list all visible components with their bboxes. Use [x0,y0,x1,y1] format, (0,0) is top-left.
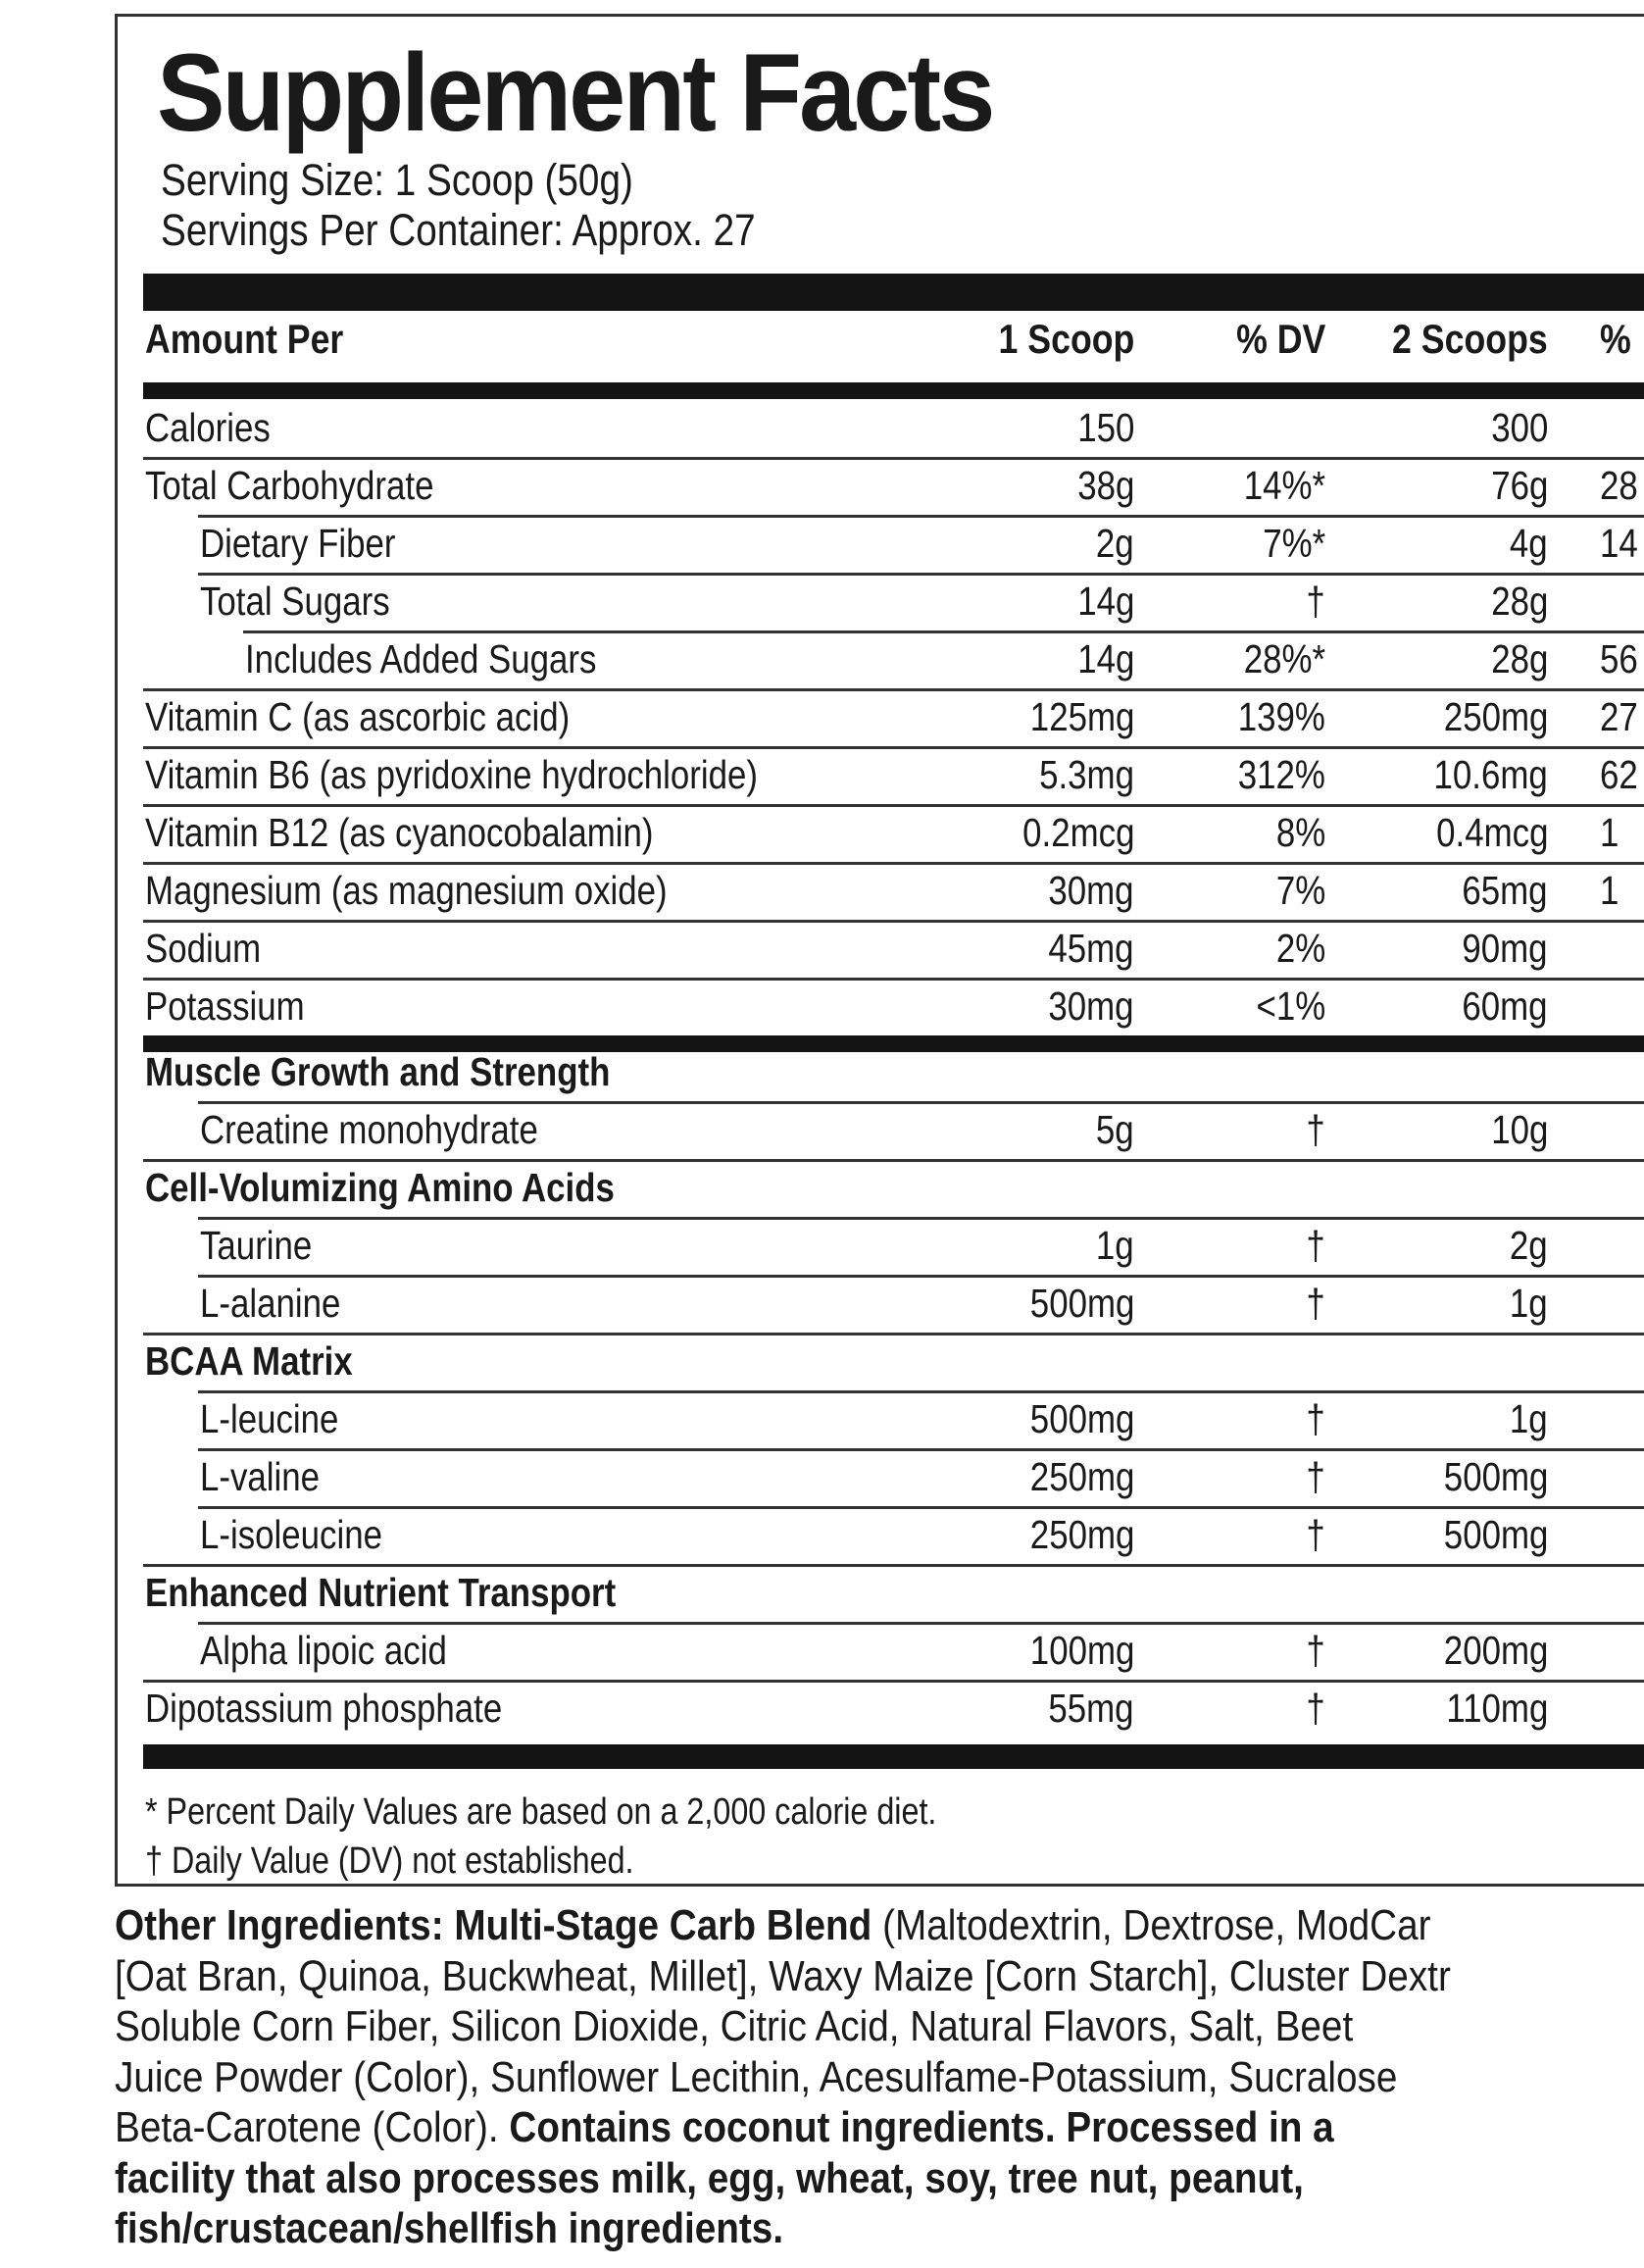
dv-2-scoops: 14 [1600,521,1638,566]
dv-1-scoop: † [1306,1628,1325,1673]
dv-1-scoop: † [1306,1512,1325,1557]
ingredients-label: Other Ingredients: Multi-Stage Carb Blend [115,1901,872,1949]
amount-2-scoops: 250mg [1443,694,1548,739]
table-row [118,1217,1644,1275]
amount-2-scoops: 4g [1510,521,1548,566]
bottom-thick-bar [143,1744,1644,1769]
dv-1-scoop: <1% [1256,983,1325,1029]
other-ingredients [115,1900,1644,2254]
table-row [118,1506,1644,1564]
serving-size: Serving Size: 1 Scoop (50g) [161,155,633,205]
amount-1-scoop: 100mg [1029,1628,1134,1673]
table-row [118,457,1644,515]
table-row [118,746,1644,804]
header-2-scoops: 2 Scoops [1392,316,1548,362]
table-row [118,978,1644,1035]
amount-2-scoops: 500mg [1443,1512,1548,1557]
dv-1-scoop: 28%* [1243,636,1325,681]
amount-1-scoop: 125mg [1029,694,1134,739]
dv-1-scoop: † [1306,1107,1325,1152]
nutrient-name: Total Carbohydrate [145,463,434,508]
amount-2-scoops: 28g [1490,579,1548,624]
section-title: Enhanced Nutrient Transport [145,1570,617,1615]
allergen-statement: Contains coconut ingredients. Processed in a [509,2103,1334,2151]
amount-2-scoops: 60mg [1462,983,1548,1029]
amount-1-scoop: 1g [1096,1223,1134,1268]
nutrient-name: L-valine [200,1454,321,1499]
table-row [118,1622,1644,1680]
nutrient-name: Includes Added Sugars [245,636,597,681]
table-row [118,1101,1644,1159]
amount-1-scoop: 0.2mcg [1021,810,1134,855]
dv-2-scoops: 1 [1600,868,1619,913]
dv-2-scoops: 1 [1600,810,1619,855]
table-row [118,1448,1644,1506]
table-row [118,1275,1644,1333]
amount-1-scoop: 14g [1076,579,1134,624]
table-row [118,515,1644,573]
nutrient-name: L-alanine [200,1281,341,1326]
dv-1-scoop: † [1306,1281,1325,1326]
amount-1-scoop: 500mg [1029,1281,1134,1326]
header-dv: % DV [1235,316,1325,362]
amount-1-scoop: 250mg [1029,1512,1134,1557]
dv-1-scoop: † [1306,1454,1325,1499]
dv-1-scoop: † [1306,1686,1325,1731]
footnote-dv-not-established: † Daily Value (DV) not established. [145,1840,634,1882]
table-row [118,630,1644,688]
nutrient-name: Total Sugars [200,579,390,624]
header-1-scoop: 1 Scoop [998,316,1134,362]
table-header-row [118,311,1644,369]
nutrient-name: L-leucine [200,1396,339,1441]
amount-1-scoop: 55mg [1048,1686,1134,1731]
amount-2-scoops: 2g [1510,1223,1548,1268]
header-amount-per: Amount Per [145,316,344,362]
dv-2-scoops: 28 [1600,463,1638,508]
amount-2-scoops: 10.6mg [1433,752,1548,797]
amount-2-scoops: 90mg [1462,926,1548,971]
dv-1-scoop: 7%* [1263,521,1325,566]
header-bar [143,382,1644,399]
panel-title: Supplement Facts [157,31,993,154]
allergen-statement: facility that also processes milk, egg, wheat, soy, tree nut, peanut, [115,2153,1304,2202]
allergen-statement: fish/crustacean/shellfish ingredients. [115,2204,784,2252]
servings-per-container: Servings Per Container: Approx. 27 [161,205,756,255]
dv-1-scoop: 7% [1275,868,1325,913]
section-heading-row [118,1564,1644,1622]
ingredients-text: (Maltodextrin, Dextrose, ModCar [872,1901,1431,1949]
dv-1-scoop: † [1306,1396,1325,1441]
amount-2-scoops: 0.4mcg [1435,810,1548,855]
dv-1-scoop: 312% [1237,752,1325,797]
table-row [118,573,1644,630]
ingredients-line: Soluble Corn Fiber, Silicon Dioxide, Citric Acid, Natural Flavors, Salt, Beet [115,2002,1354,2050]
ingredients-line [115,1900,1461,1951]
ingredients-line: Juice Powder (Color), Sunflower Lecithin, Acesulfame-Potassium, Sucralose [115,2052,1398,2101]
amount-1-scoop: 150 [1076,405,1134,450]
nutrient-name: Alpha lipoic acid [200,1628,447,1673]
amount-2-scoops: 1g [1510,1396,1548,1441]
table-row [118,804,1644,862]
ingredients-text: Beta-Carotene (Color). [115,2103,510,2151]
section-title: BCAA Matrix [145,1338,353,1384]
amount-2-scoops: 10g [1490,1107,1548,1152]
dv-1-scoop: † [1306,1223,1325,1268]
amount-1-scoop: 5.3mg [1039,752,1134,797]
table-row [118,920,1644,978]
footnote-daily-values: * Percent Daily Values are based on a 2,000 calorie diet. [145,1791,937,1833]
nutrient-name: L-isoleucine [200,1512,382,1557]
top-thick-bar [143,274,1644,311]
amount-2-scoops: 200mg [1443,1628,1548,1673]
dv-2-scoops: 62 [1600,752,1638,797]
dv-2-scoops: 56 [1600,636,1638,681]
amount-2-scoops: 76g [1490,463,1548,508]
section-title: Muscle Growth and Strength [145,1049,611,1094]
nutrient-name: Taurine [200,1223,313,1268]
table-row [118,1680,1644,1738]
amount-1-scoop: 38g [1076,463,1134,508]
amount-2-scoops: 110mg [1446,1686,1548,1731]
dv-1-scoop: † [1306,579,1325,624]
nutrient-name: Vitamin B6 (as pyridoxine hydrochloride) [145,752,759,797]
section-heading-row [118,1333,1644,1390]
table-row [118,688,1644,746]
amount-2-scoops: 500mg [1443,1454,1548,1499]
dv-2-scoops: 27 [1600,694,1638,739]
amount-1-scoop: 2g [1096,521,1134,566]
nutrient-name: Potassium [145,983,305,1029]
section-heading-row [118,1159,1644,1217]
amount-1-scoop: 30mg [1048,868,1134,913]
dv-1-scoop: 139% [1237,694,1325,739]
amount-2-scoops: 1g [1510,1281,1548,1326]
amount-1-scoop: 250mg [1029,1454,1134,1499]
amount-2-scoops: 28g [1490,636,1548,681]
nutrient-name: Vitamin B12 (as cyanocobalamin) [145,810,654,855]
nutrient-name: Magnesium (as magnesium oxide) [145,868,668,913]
nutrient-name: Vitamin C (as ascorbic acid) [145,694,571,739]
ingredients-line [115,2102,1461,2153]
amount-1-scoop: 14g [1076,636,1134,681]
amount-2-scoops: 65mg [1462,868,1548,913]
table-row [118,399,1644,457]
dv-1-scoop: 8% [1275,810,1325,855]
section-heading-row [118,1043,1644,1101]
amount-1-scoop: 5g [1096,1107,1134,1152]
ingredients-line: [Oat Bran, Quinoa, Buckwheat, Millet], Waxy Maize [Corn Starch], Cluster Dextr [115,1951,1451,2000]
nutrient-name: Dipotassium phosphate [145,1686,503,1731]
table-row [118,1390,1644,1448]
supplement-facts-panel [115,14,1644,1887]
amount-2-scoops: 300 [1490,405,1548,450]
amount-1-scoop: 500mg [1029,1396,1134,1441]
nutrient-name: Calories [145,405,271,450]
nutrient-name: Dietary Fiber [200,521,396,566]
table-row [118,862,1644,920]
section-title: Cell-Volumizing Amino Acids [145,1165,615,1210]
header-dv-2: % [1600,316,1631,362]
amount-1-scoop: 30mg [1048,983,1134,1029]
dv-1-scoop: 2% [1275,926,1325,971]
dv-1-scoop: 14%* [1243,463,1325,508]
nutrient-name: Sodium [145,926,262,971]
nutrient-name: Creatine monohydrate [200,1107,538,1152]
amount-1-scoop: 45mg [1048,926,1134,971]
